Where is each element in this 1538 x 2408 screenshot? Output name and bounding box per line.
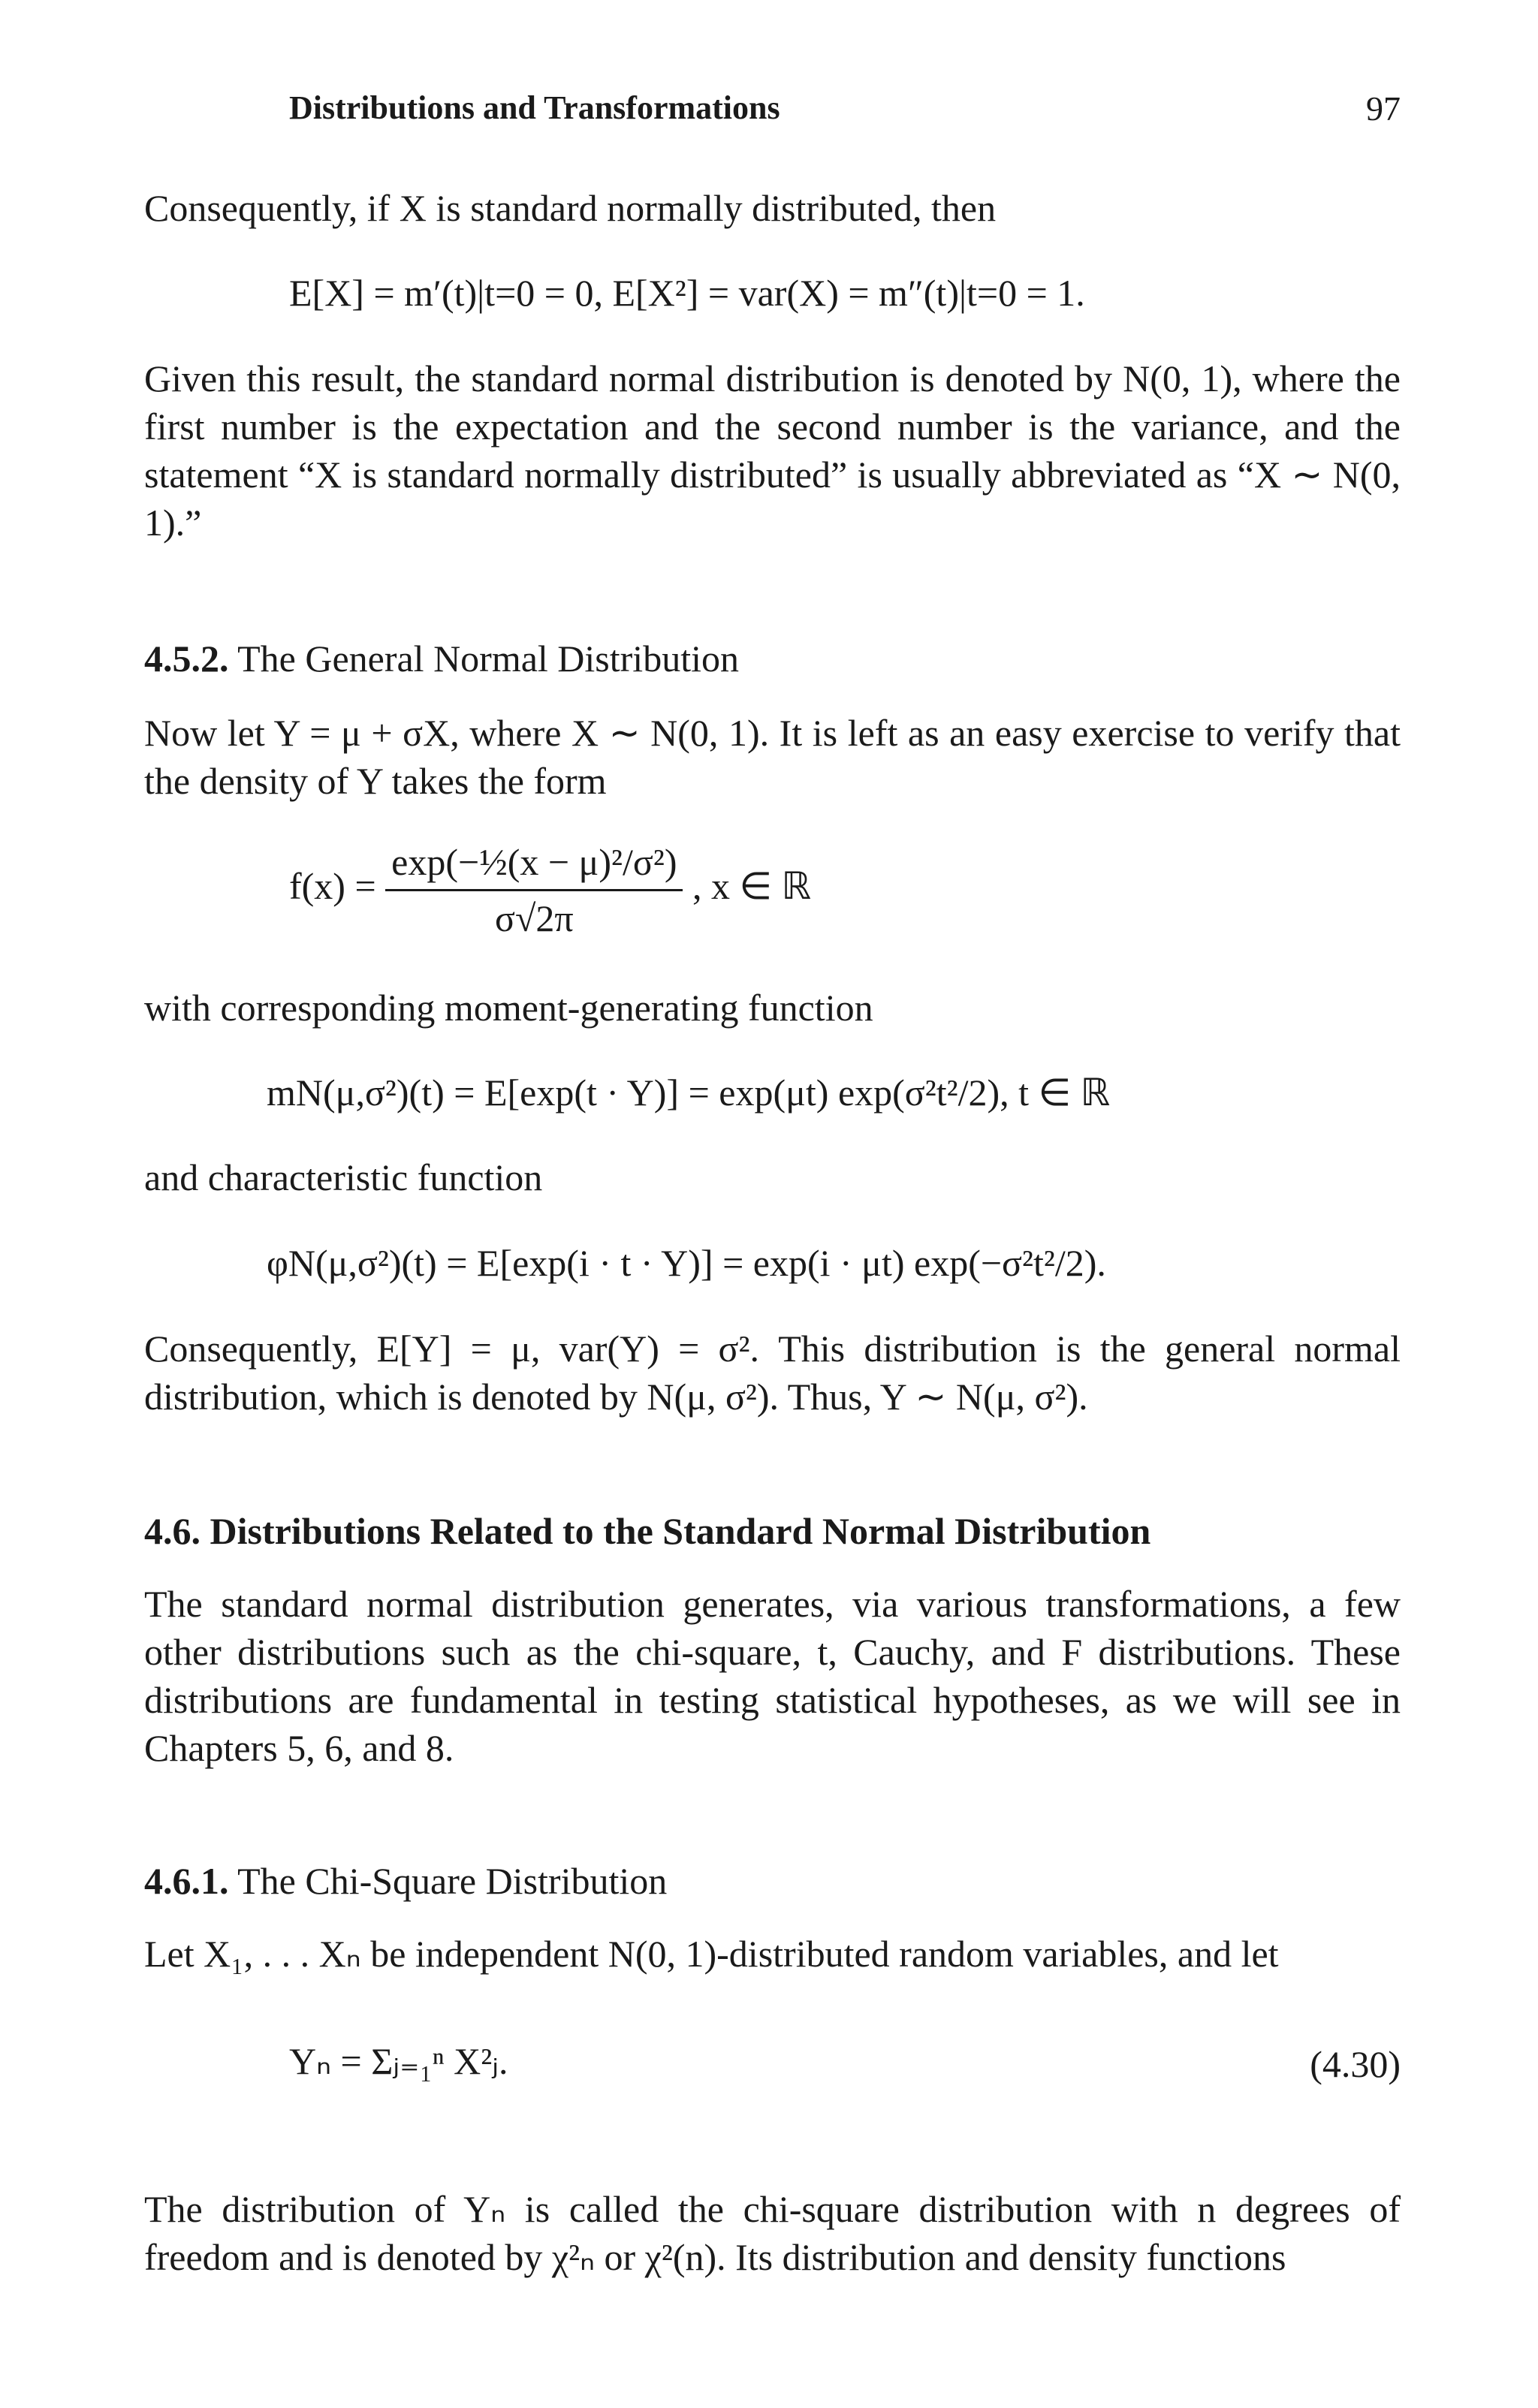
density-domain: , x ∈ ℝ xyxy=(692,864,812,907)
page-number: 97 xyxy=(1366,89,1401,128)
paragraph-standard-normal-notation: Given this result, the standard normal distribution is denoted by N(0, 1), where the first number is the expectation and the second number is the variance, and the statement “X is standard normally distributed” is usually abbreviated as “X ∼ N(0, 1).” xyxy=(144,357,1401,544)
equation-moment-generating-function: mN(μ,σ²)(t) = E[exp(t · Y)] = exp(μt) exp(σ²t²/2), t ∈ ℝ xyxy=(267,1071,1111,1114)
paragraph-consequently: Consequently, if X is standard normally distributed, then xyxy=(144,187,997,229)
section-title: The General Normal Distribution xyxy=(237,637,739,680)
equation-normal-density xyxy=(289,839,811,941)
section-number: 4.6.1. xyxy=(144,1860,229,1902)
paragraph-general-normal-conclusion: Consequently, E[Y] = μ, var(Y) = σ². This distribution is the general normal distribution, which is denoted by N(μ, σ²). Thus, Y ∼ N(μ, σ²). xyxy=(144,1328,1401,1418)
density-fraction xyxy=(385,839,683,941)
paragraph-related-distributions: The standard normal distribution generates, via various transformations, a few other distributions such as the chi-square, t, Cauchy, and F distributions. These distributions are fundamental in testing statistical hypotheses, as we will see in Chapters 5, 6, and 8. xyxy=(144,1583,1401,1769)
density-denominator: σ√2π xyxy=(495,897,574,939)
paragraph-general-normal-intro: Now let Y = μ + σX, where X ∼ N(0, 1). It is left as an easy exercise to verify that the density of Y takes the form xyxy=(144,712,1401,802)
density-numerator: exp(−½(x − μ)²/σ²) xyxy=(385,839,683,891)
running-header xyxy=(289,89,1401,134)
running-title: Distributions and Transformations xyxy=(289,89,780,126)
equation-number: (4.30) xyxy=(1310,2043,1401,2085)
section-number: 4.5.2. xyxy=(144,637,229,680)
section-heading-4-6 xyxy=(144,1509,1150,1553)
section-number: 4.6. xyxy=(144,1510,201,1552)
paragraph-mgf-intro: with corresponding moment-generating function xyxy=(144,987,873,1029)
section-title: The Chi-Square Distribution xyxy=(237,1860,668,1902)
equation-chi-square-sum: Yₙ = Σⱼ₌₁ⁿ X²ⱼ. xyxy=(289,2040,508,2082)
paragraph-chi-square-definition: The distribution of Yₙ is called the chi-square distribution with n degrees of freedom and is denoted by χ²ₙ or χ²(n). Its distribution and density functions xyxy=(144,2188,1401,2278)
equation-characteristic-function: φN(μ,σ²)(t) = E[exp(i · t · Y)] = exp(i · μt) exp(−σ²t²/2). xyxy=(267,1242,1106,1284)
section-title: Distributions Related to the Standard Normal Distribution xyxy=(210,1510,1151,1552)
equation-standard-normal-moments: E[X] = m′(t)|t=0 = 0, E[X²] = var(X) = m″(t)|t=0 = 1. xyxy=(289,272,1085,314)
paragraph-chi-square-intro: Let X₁, . . . Xₙ be independent N(0, 1)-distributed random variables, and let xyxy=(144,1933,1279,1975)
paragraph-cf-intro: and characteristic function xyxy=(144,1156,543,1198)
section-heading-4-5-2 xyxy=(144,637,739,680)
section-heading-4-6-1 xyxy=(144,1859,667,1903)
density-lhs: f(x) = xyxy=(289,864,376,907)
